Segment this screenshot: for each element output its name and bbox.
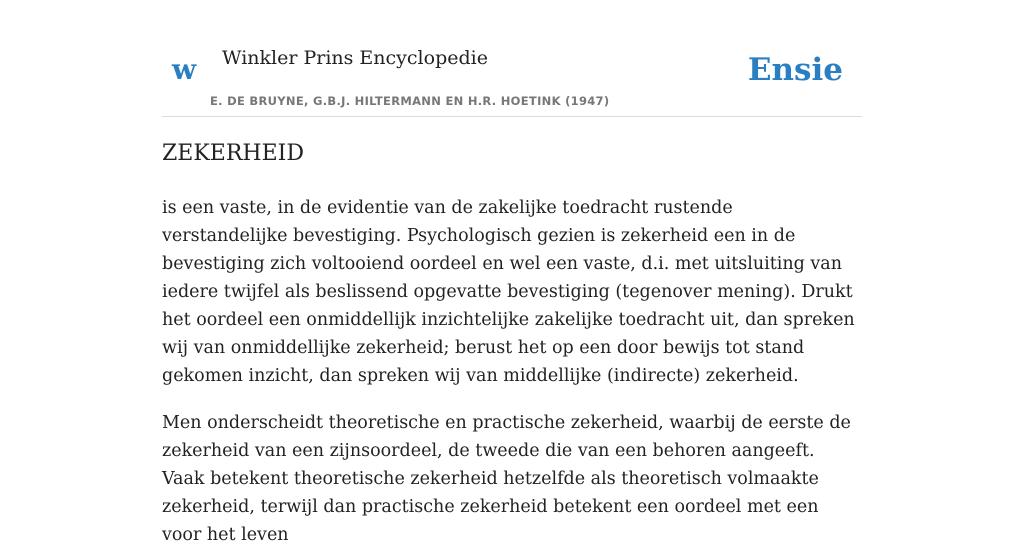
article xyxy=(162,138,862,549)
logo-icon[interactable]: w xyxy=(172,53,197,86)
article-title: ZEKERHEID xyxy=(162,141,304,166)
site-title-link[interactable]: Winkler Prins Encyclopedie xyxy=(222,47,488,69)
brand-logo-link[interactable]: Ensie xyxy=(747,52,843,88)
authors-line: E. DE BRUYNE, G.B.J. HILTERMANN EN H.R. HOETINK (1947) xyxy=(210,94,610,108)
site-header xyxy=(162,0,862,117)
article-paragraph: Men onderscheidt theoretische en practische zekerheid, waarbij de eerste de zekerheid van een zijnsoordeel, de tweede die van een behoren aangeeft. Vaak betekent theoretische zekerheid hetzelfde als theoretisch volmaakte zekerheid, terwijl dan practische zekerheid betekent een oordeel met een voor het leven xyxy=(162,413,851,545)
article-paragraph: is een vaste, in de evidentie van de zakelijke toedracht rustende verstandelijke bevestiging. Psychologisch gezien is zekerheid een in de bevestiging zich voltooiend oordeel en wel een vaste, d.i. met uitsluiting van iedere twijfel als beslissend opgevatte bevestiging (tegenover mening). Drukt het oordeel een onmiddellijk inzichtelijke zakelijke toedracht uit, dan spreken wij van onmiddellijke zekerheid; berust het op een door bewijs tot stand gekomen inzicht, dan spreken wij van middellijke (indirecte) zekerheid. xyxy=(162,198,855,386)
